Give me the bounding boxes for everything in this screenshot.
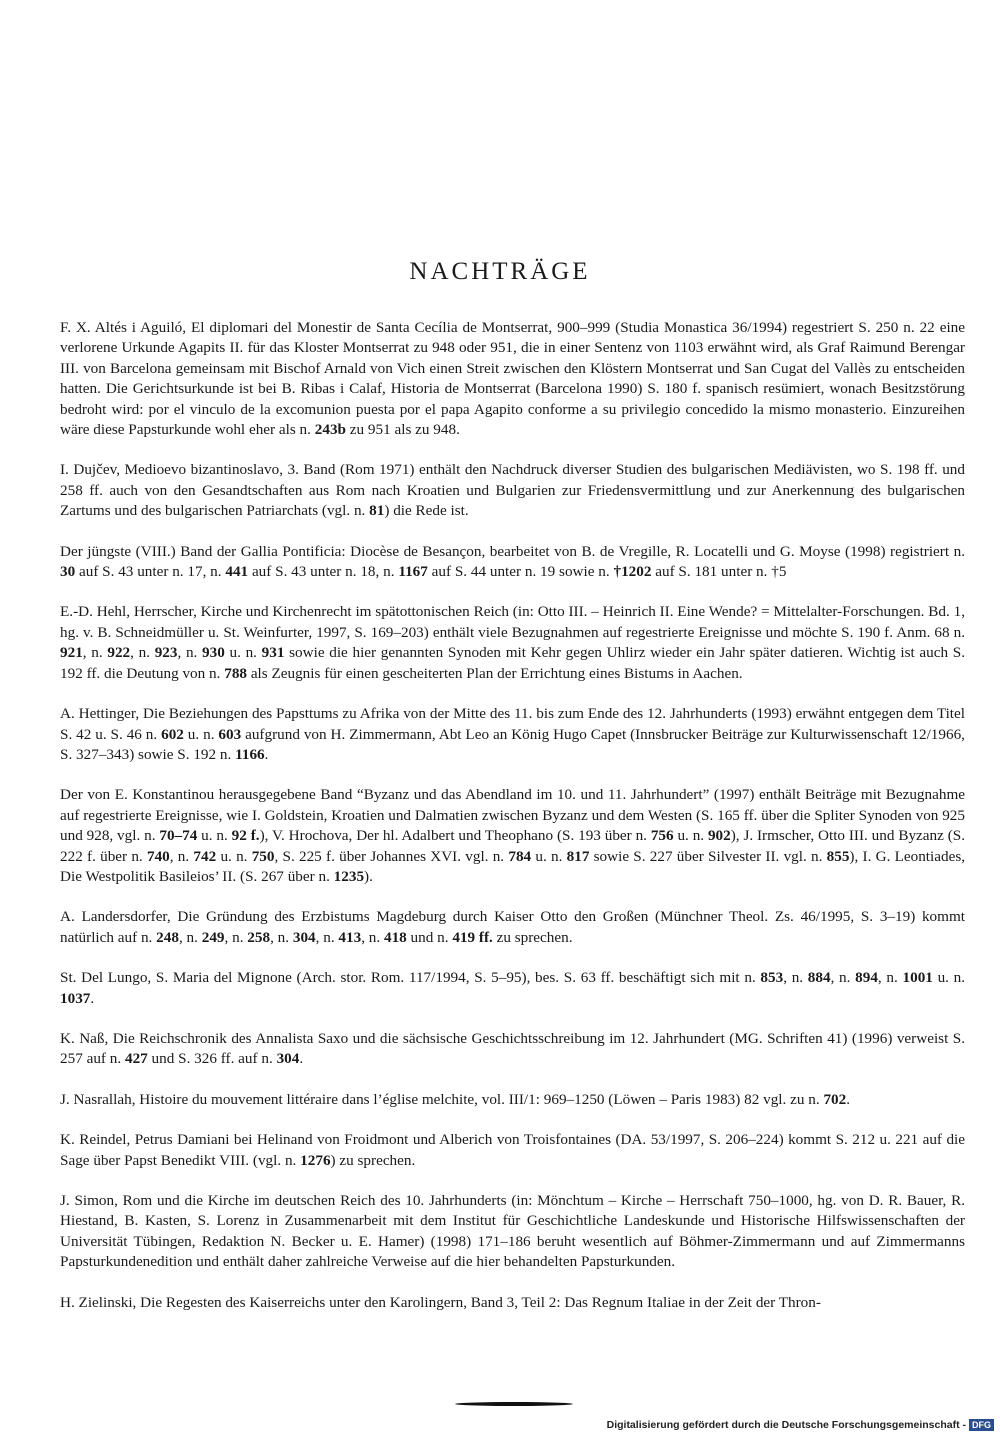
regest-number: 30	[60, 563, 76, 581]
regest-number: 70–74	[159, 827, 198, 845]
text-segment: , n.	[130, 644, 155, 662]
text-segment: , n.	[783, 969, 808, 987]
regest-number: 1001	[902, 969, 933, 987]
text-segment: ) zu sprechen.	[330, 1151, 416, 1169]
text-segment: aufgrund von H. Zimmermann, Abt Leo an König Hugo Capet (Innsbrucker Beiträge zur Kulturwissenschaft 12/1966, S. 327–343) sowie S. 192 n.	[60, 725, 965, 763]
text-segment: u. n.	[216, 847, 252, 865]
regest-number: 784	[508, 847, 532, 865]
text-segment: K. Reindel, Petrus Damiani bei Helinand von Froidmont und Alberich von Troisfontaines (DA. 53/1997, S. 206–224) kommt S. 212 u. 221 auf die Sage über Papst Benedikt VIII. (vgl. n.	[60, 1131, 965, 1169]
regest-number: 788	[224, 664, 248, 682]
regest-number: 441	[225, 563, 249, 581]
regest-number: 1167	[398, 563, 428, 581]
text-segment: sowie S. 227 über Silvester II. vgl. n.	[589, 847, 827, 865]
paragraph	[60, 1029, 965, 1070]
regest-number: 884	[807, 969, 831, 987]
text-segment: H. Zielinski, Die Regesten des Kaiserreichs unter den Karolingern, Band 3, Teil 2: Das Regnum Italiae in der Zeit der Thron-	[60, 1293, 821, 1311]
page-title: NACHTRÄGE	[409, 258, 591, 285]
regest-number: 603	[218, 725, 242, 743]
paragraph	[60, 318, 965, 440]
regest-number: 419 ff.	[452, 928, 493, 946]
regest-number: 418	[383, 928, 407, 946]
text-segment: , n.	[361, 928, 384, 946]
text-segment: A. Landersdorfer, Die Gründung des Erzbistums Magdeburg durch Kaiser Otto den Großen (Münchner Theol. Zs. 46/1995, S. 3–19) kommt natürlich auf n.	[60, 908, 965, 946]
regest-number: 1276	[300, 1151, 331, 1169]
dfg-logo: DFG	[969, 1419, 994, 1431]
paragraph	[60, 968, 965, 1009]
text-segment: .	[299, 1050, 304, 1068]
text-segment: u. n.	[673, 827, 708, 845]
regest-number: 750	[251, 847, 275, 865]
text-segment: K. Naß, Die Reichschronik des Annalista Saxo und die sächsische Geschichtsschreibung im 12. Jahrhundert (MG. Schriften 41) (1996) verweist S. 257 auf n.	[60, 1029, 965, 1068]
text-segment: I. Dujčev, Medioevo bizantinoslavo, 3. Band (Rom 1971) enthält den Nachdruck diverser Studien des bulgarischen Mediävisten, wo S. 198 ff. und 258 ff. auch von den Gesandtschaften aus Rom nach Kroatien und Bulgarien zur Friedensvermittlung und zur Anerkennung des bulgarischen Zartums und des bulgarischen Patriarchats (vgl. n.	[60, 461, 965, 520]
regest-number: 902	[707, 827, 731, 845]
regest-number: 304	[276, 1050, 300, 1068]
text-segment: F. X. Altés i Aguiló, El diplomari del Monestir de Santa Cecília de Montserrat, 900–999 (Studia Monastica 36/1994) regestriert S. 250 n. 22 eine verlorene Urkunde Agapits II. für das Kloster Montserrat zu 948 oder 951, die in einer Sentenz von 1103 erwähnt wird, als Graf Raimund Berengar III. von Barcelona gemeinsam mit Bischof Arnald von Vich einen Streit zwischen den Klöstern Montserrat und San Cugat del Vallès zu entscheiden hatten. Die Gerichtsurkunde ist bei B. Ribas i Calaf, Historia de Montserrat (Barcelona 1990) S. 180 f. spanisch resümiert, wonach Besitzstörung bedroht wird: por el vinculo de la excomunion puesta por el papa Agapito conforme a su privilegio concedido la mismo monasterio. Einzureihen wäre diese Papsturkunde wohl eher als n.	[60, 319, 965, 439]
regest-number: 930	[202, 644, 225, 662]
text-segment: , S. 225 f. über Johannes XVI. vgl. n.	[274, 847, 509, 865]
text-segment: , n.	[270, 928, 293, 946]
regest-number: 817	[566, 847, 590, 865]
regest-number: 248	[156, 928, 179, 946]
text-segment: und n.	[406, 928, 453, 946]
text-segment: zu sprechen.	[492, 928, 573, 946]
text-segment: ).	[364, 867, 373, 885]
regest-number: 921	[60, 644, 83, 662]
text-segment: A. Hettinger, Die Beziehungen des Papsttums zu Afrika von der Mitte des 11. bis zum Ende des 12. Jahrhunderts (1993) erwähnt entgegen dem Titel S. 42 u. S. 46 n.	[60, 705, 965, 743]
regest-number: 853	[760, 969, 784, 987]
regest-number: 413	[338, 928, 362, 946]
text-segment: auf S. 181 unter n. †5	[651, 563, 787, 581]
text-segment: , n.	[224, 928, 248, 946]
paragraph	[60, 1130, 965, 1171]
regest-number: 894	[855, 969, 878, 987]
text-segment: ), J. Irmscher, Otto III. und Byzanz (S. 222 f. über n.	[60, 827, 966, 865]
regest-number: 1037	[60, 989, 91, 1007]
text-segment: u. n.	[531, 847, 567, 865]
regest-number: 92 f.	[231, 827, 260, 845]
text-segment: Der jüngste (VIII.) Band der Gallia Pontificia: Diocèse de Besançon, bearbeitet von B. de Vregille, R. Locatelli und G. Moyse (1998) registriert n.	[60, 542, 965, 560]
text-segment: Der von E. Konstantinou herausgegebene Band “Byzanz und das Abendland im 10. und 11. Jahrhundert” (1997) enthält Beiträge mit Bezugnahme auf regestrierte Ereignisse, wie I. Goldstein, Kroatien und Dalmatien zwischen Byzanz und dem Westen (S. 165 ff. über die Spliter Synoden von 925 und 928, vgl. n.	[60, 786, 965, 845]
paragraph	[60, 602, 965, 684]
text-segment: , n.	[877, 969, 903, 987]
paragraph	[60, 907, 965, 948]
text-segment: sowie die hier genannten Synoden mit Kehr gegen Uhlirz wieder ein Jahr später datieren. Wichtig ist auch S. 192 ff. die Deutung von n.	[60, 644, 966, 682]
regest-number: 931	[261, 644, 285, 662]
regest-number: 740	[146, 847, 170, 865]
text-segment: als Zeugnis für einen gescheiterten Plan der Errichtung eines Bistums in Aachen.	[247, 664, 743, 682]
text-segment: ) die Rede ist.	[384, 502, 469, 520]
paragraph	[60, 1293, 965, 1313]
text-segment: .	[90, 989, 95, 1007]
regest-number: 81	[369, 502, 385, 520]
regest-number: †1202	[613, 563, 652, 581]
paragraph	[60, 785, 965, 887]
regest-number: 742	[193, 847, 217, 865]
paragraph	[60, 1090, 965, 1110]
text-segment: u. n.	[197, 827, 232, 845]
text-segment: .	[264, 745, 269, 763]
document-body	[60, 318, 965, 1333]
paragraph	[60, 542, 965, 583]
paragraph	[60, 460, 965, 521]
text-segment: , n.	[177, 644, 203, 662]
regest-number: 923	[154, 644, 178, 662]
decorative-rule	[455, 1402, 573, 1406]
text-segment: u. n.	[183, 725, 219, 743]
text-segment: auf S. 43 unter n. 18, n.	[248, 563, 399, 581]
regest-number: 702	[823, 1090, 847, 1108]
regest-number: 1235	[333, 867, 365, 885]
regest-number: 602	[161, 725, 184, 743]
text-segment: E.-D. Hehl, Herrscher, Kirche und Kirchenrecht im spätottonischen Reich (in: Otto III. – Heinrich II. Eine Wende? = Mittelalter-Forschungen. Bd. 1, hg. v. B. Schneidmüller u. St. Weinfurter, 1997, S. 169–203) enthält viele Bezugnahmen auf regestrierte Ereignisse und möchte S. 190 f. Anm. 68 n.	[60, 603, 965, 641]
text-segment: u. n.	[224, 644, 262, 662]
text-segment: auf S. 43 unter n. 17, n.	[75, 563, 226, 581]
text-segment: , n.	[830, 969, 856, 987]
text-segment: u. n.	[932, 969, 966, 987]
text-segment: zu 951 als zu 948.	[345, 421, 460, 439]
text-segment: auf S. 44 unter n. 19 sowie n.	[427, 563, 614, 581]
digitization-footer	[607, 1419, 994, 1431]
paragraph	[60, 704, 965, 765]
regest-number: 756	[650, 827, 674, 845]
text-segment: , n.	[178, 928, 202, 946]
text-segment: .	[846, 1090, 851, 1108]
text-segment: , n.	[82, 644, 108, 662]
regest-number: 258	[247, 928, 271, 946]
regest-number: 243b	[314, 421, 346, 439]
footer-text: Digitalisierung gefördert durch die Deutsche Forschungsgemeinschaft -	[606, 1419, 966, 1431]
regest-number: 1166	[235, 745, 265, 763]
text-segment: ), I. G. Leontiades, Die Westpolitik Basileios’ II. (S. 267 über n.	[60, 847, 966, 885]
regest-number: 855	[826, 847, 850, 865]
regest-number: 304	[292, 928, 316, 946]
text-segment: , n.	[169, 847, 194, 865]
text-segment: J. Nasrallah, Histoire du mouvement littéraire dans l’église melchite, vol. III/1: 969–1250 (Löwen – Paris 1983) 82 vgl. zu n.	[60, 1090, 824, 1108]
text-segment: , n.	[315, 928, 339, 946]
regest-number: 922	[107, 644, 131, 662]
regest-number: 427	[124, 1050, 148, 1068]
regest-number: 249	[201, 928, 225, 946]
text-segment: J. Simon, Rom und die Kirche im deutschen Reich des 10. Jahrhunderts (in: Mönchtum – Kirche – Herrschaft 750–1000, hg. von D. R. Bauer, R. Hiestand, B. Kasten, S. Lorenz in Zusammenarbeit mit dem Institut für Geschichtliche Landeskunde und Historische Hilfswissenschaften der Universität Tübingen, Redaktion N. Becker u. E. Hamer) (1998) 171–186 beruht wesentlich auf Böhmer-Zimmermann und auf Zimmermanns Papsturkundenedition und enthält daher zahlreiche Verweise auf die hier behandelten Papsturkunden.	[60, 1192, 965, 1271]
text-segment: und S. 326 ff. auf n.	[147, 1050, 277, 1068]
text-segment: St. Del Lungo, S. Maria del Mignone (Arch. stor. Rom. 117/1994, S. 5–95), bes. S. 63 ff. beschäftigt sich mit n.	[60, 969, 761, 987]
text-segment: ), V. Hrochova, Der hl. Adalbert und Theophano (S. 193 über n.	[259, 827, 651, 845]
paragraph	[60, 1191, 965, 1273]
